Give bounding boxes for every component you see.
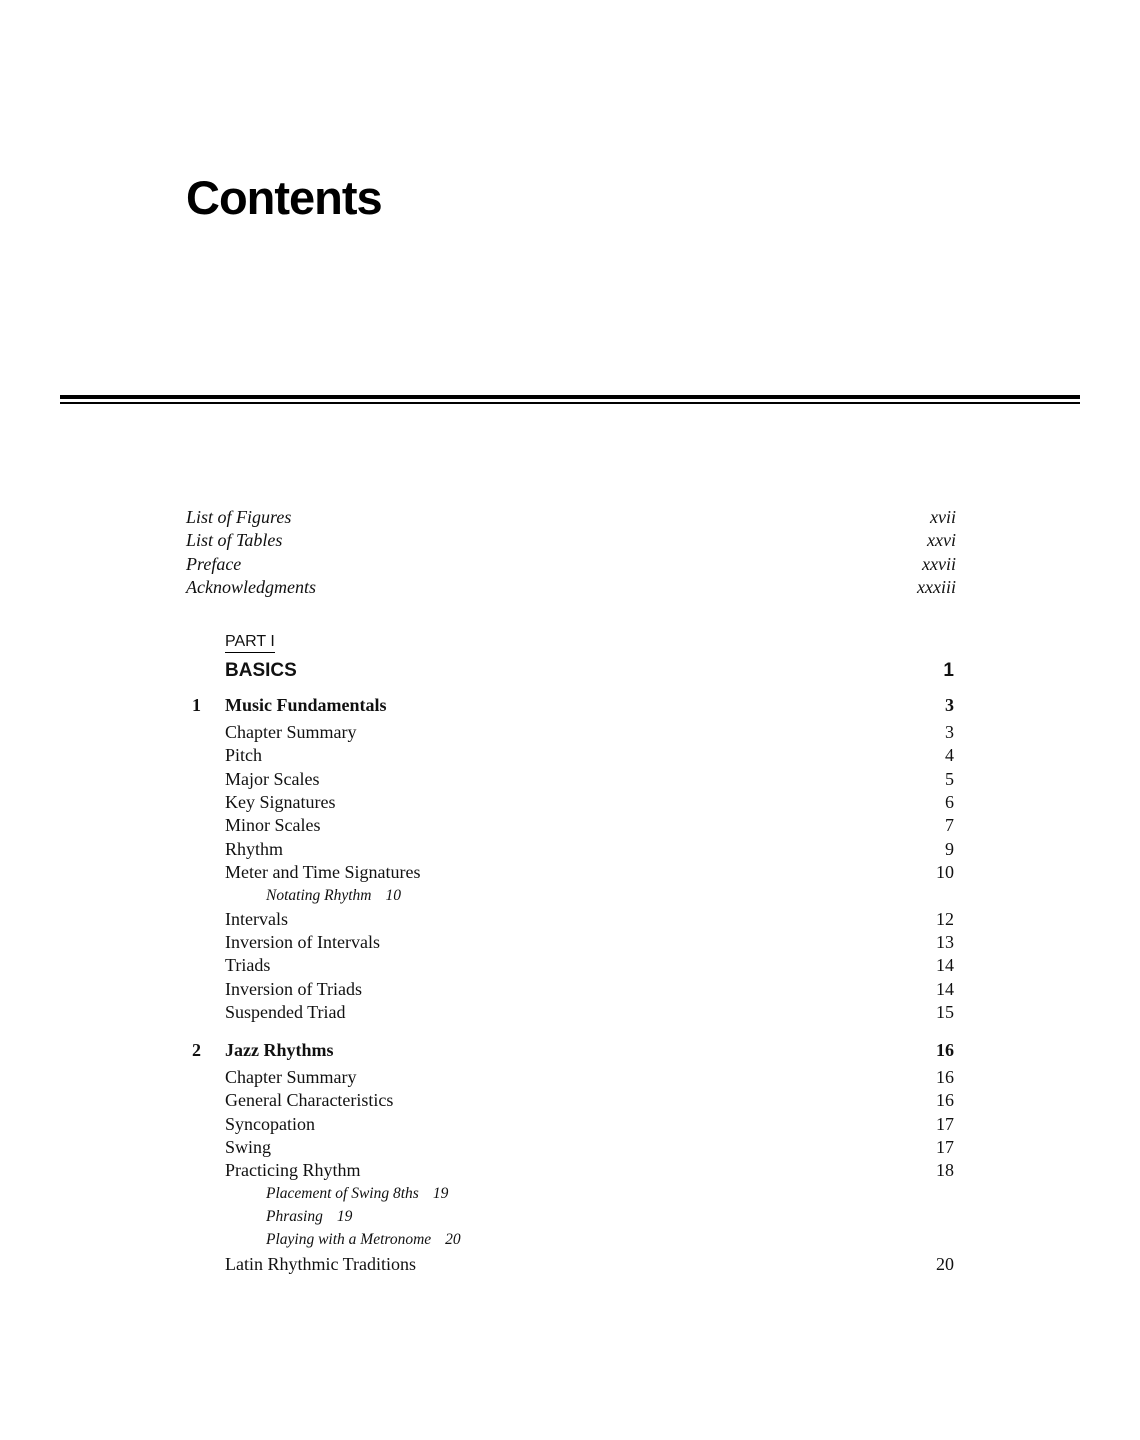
toc-subentry-label: Notating Rhythm — [266, 887, 372, 904]
toc-subentry[interactable] — [266, 1228, 954, 1252]
toc-entry-label: Syncopation — [225, 1114, 315, 1134]
toc-entry-label: Rhythm — [225, 839, 284, 859]
title-divider — [60, 395, 1080, 404]
toc-front-matter-item[interactable] — [186, 505, 956, 529]
toc-entry[interactable] — [225, 977, 954, 1001]
toc-entry[interactable] — [225, 743, 954, 767]
toc-subentry-label: Placement of Swing 8ths — [266, 1185, 419, 1202]
toc-entry-page: 5 — [945, 769, 954, 789]
toc-entry-label: General Characteristics — [225, 1090, 394, 1110]
toc-subentry-page: 20 — [445, 1231, 461, 1248]
toc-entry-label: Latin Rhythmic Traditions — [225, 1254, 417, 1274]
toc-subentry[interactable] — [266, 1205, 954, 1229]
toc-entry-label: Suspended Triad — [225, 1002, 346, 1022]
toc-subentry[interactable] — [266, 1182, 954, 1206]
toc-entry-page: 13 — [936, 932, 954, 952]
toc-subentry-label: Playing with a Metronome — [266, 1231, 432, 1248]
toc-entry-page: 10 — [936, 862, 954, 882]
toc-front-matter-item[interactable] — [186, 552, 956, 576]
toc-entry[interactable] — [225, 837, 954, 861]
chapter-number: 2 — [192, 1040, 201, 1060]
toc-item-page: xvii — [930, 507, 956, 527]
toc-entry-label: Inversion of Intervals — [225, 932, 380, 952]
toc-subentry-page: 10 — [385, 887, 401, 904]
toc-entry-label: Inversion of Triads — [225, 979, 363, 999]
part-page: 1 — [943, 660, 954, 681]
divider-thin-line — [60, 402, 1080, 404]
toc-entry-page: 17 — [936, 1114, 954, 1134]
page-title: Contents — [186, 171, 382, 224]
toc-subentry-page: 19 — [336, 1208, 353, 1225]
toc-entry-page: 7 — [945, 815, 954, 835]
chapter-number: 1 — [192, 695, 201, 715]
toc-entry-label: Swing — [225, 1137, 272, 1157]
toc-item-label: Acknowledgments — [186, 577, 316, 597]
toc-entry-label: Major Scales — [225, 769, 320, 789]
toc-entry-page: 16 — [936, 1090, 954, 1110]
toc-entry-page: 20 — [936, 1254, 954, 1274]
toc-item-label: List of Figures — [186, 507, 292, 527]
toc-entry-page: 4 — [945, 745, 954, 765]
chapter-title: Jazz Rhythms — [225, 1040, 334, 1060]
part-title: BASICS — [225, 660, 297, 681]
toc-item-label: List of Tables — [186, 530, 283, 550]
toc-entry-label: Chapter Summary — [225, 722, 357, 742]
divider-thick-line — [60, 395, 1080, 399]
toc-entry-page: 14 — [936, 979, 954, 999]
toc-chapter-heading[interactable] — [192, 1038, 954, 1062]
toc-entry-label: Pitch — [225, 745, 263, 765]
toc-entry-page: 17 — [936, 1137, 954, 1157]
toc-chapter-heading[interactable] — [192, 693, 954, 717]
toc-entry[interactable] — [225, 1252, 954, 1276]
toc-subentry[interactable] — [266, 884, 954, 908]
toc-item-page: xxvi — [927, 530, 956, 550]
toc-entry[interactable] — [225, 930, 954, 954]
toc-subentry-label: Phrasing — [266, 1208, 323, 1225]
toc-entry[interactable] — [225, 860, 954, 884]
toc-entry-page: 14 — [936, 955, 954, 975]
part-label: PART I — [225, 632, 275, 653]
toc-entry-label: Key Signatures — [225, 792, 336, 812]
toc-entry[interactable] — [225, 953, 954, 977]
chapter-page: 16 — [936, 1040, 954, 1060]
toc-part-heading[interactable] — [225, 659, 954, 683]
toc-subentry-page: 19 — [432, 1185, 449, 1202]
toc-item-page: xxxiii — [917, 577, 956, 597]
toc-entry-page: 16 — [936, 1067, 954, 1087]
toc-entry[interactable] — [225, 720, 954, 744]
toc-entry[interactable] — [225, 907, 954, 931]
chapter-page: 3 — [945, 695, 954, 715]
toc-entry-page: 15 — [936, 1002, 954, 1022]
toc-entry[interactable] — [225, 813, 954, 837]
chapter-title: Music Fundamentals — [225, 695, 387, 715]
toc-entry-page: 3 — [945, 722, 954, 742]
toc-entry[interactable] — [225, 1065, 954, 1089]
toc-entry-label: Meter and Time Signatures — [225, 862, 421, 882]
toc-entry-label: Intervals — [225, 909, 288, 929]
toc-entry-page: 9 — [945, 839, 954, 859]
toc-front-matter-item[interactable] — [186, 528, 956, 552]
toc-entry-page: 18 — [936, 1160, 954, 1180]
toc-entry[interactable] — [225, 767, 954, 791]
toc-entry[interactable] — [225, 1088, 954, 1112]
toc-entry[interactable] — [225, 1000, 954, 1024]
toc-entry-label: Chapter Summary — [225, 1067, 357, 1087]
toc-entry[interactable] — [225, 1135, 954, 1159]
toc-front-matter-item[interactable] — [186, 575, 956, 599]
toc-entry-label: Triads — [225, 955, 271, 975]
toc-item-page: xxvii — [922, 554, 956, 574]
toc-entry-label: Minor Scales — [225, 815, 321, 835]
toc-entry-label: Practicing Rhythm — [225, 1160, 361, 1180]
toc-entry-page: 12 — [936, 909, 954, 929]
toc-item-label: Preface — [186, 554, 242, 574]
toc-entry[interactable] — [225, 790, 954, 814]
toc-entry[interactable] — [225, 1112, 954, 1136]
toc-entry[interactable] — [225, 1158, 954, 1182]
toc-entry-page: 6 — [945, 792, 954, 812]
